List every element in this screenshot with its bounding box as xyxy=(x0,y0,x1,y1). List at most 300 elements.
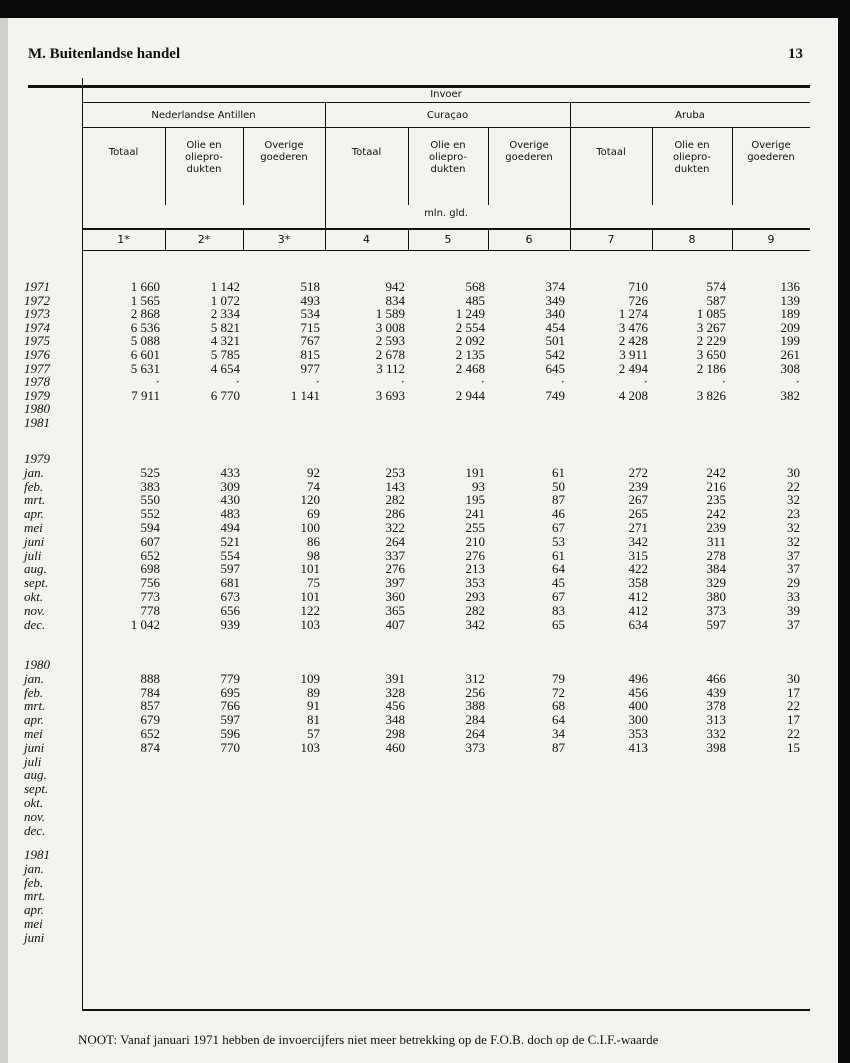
row-label: juli xyxy=(24,753,42,769)
table-cell: 329 xyxy=(706,575,726,591)
table-cell: 383 xyxy=(140,478,160,494)
colnum-rule-top xyxy=(82,228,810,230)
table-cell: 311 xyxy=(706,533,726,549)
row-label: okt. xyxy=(24,795,44,810)
table-cell: 597 xyxy=(706,616,726,632)
table-cell: 652 xyxy=(140,547,160,563)
table-cell: 271 xyxy=(628,520,648,535)
table-cell: 773 xyxy=(140,589,160,604)
column-number: 1* xyxy=(117,233,130,246)
table-cell: 977 xyxy=(300,360,320,376)
table-cell: 5 631 xyxy=(130,360,160,376)
page-number: 13 xyxy=(788,46,803,62)
row-label: 1971 xyxy=(24,279,50,294)
table-cell: 3 693 xyxy=(375,387,405,403)
row-label: mrt. xyxy=(24,698,46,714)
table-cell: 264 xyxy=(385,533,405,549)
table-cell: 29 xyxy=(787,575,800,591)
column-number: 4 xyxy=(363,233,370,246)
section-year-heading: 1981 xyxy=(24,847,50,862)
table-cell: 681 xyxy=(220,575,240,591)
table-cell: 784 xyxy=(140,684,160,700)
row-label: aug. xyxy=(24,561,47,577)
table-cell: 496 xyxy=(628,670,648,686)
table-cell: 22 xyxy=(787,698,800,714)
table-cell: 634 xyxy=(628,616,648,632)
table-cell: 64 xyxy=(552,561,565,577)
table-cell: 276 xyxy=(385,561,405,577)
table-bottom-rule xyxy=(82,1009,810,1011)
row-label: juni xyxy=(24,929,45,945)
row-label: juni xyxy=(24,533,45,549)
table-cell: 293 xyxy=(465,589,485,604)
table-cell: 103 xyxy=(300,739,320,755)
table-cell: 45 xyxy=(552,575,565,591)
row-label: juni xyxy=(24,739,45,755)
column-header: Olie en oliepro- dukten xyxy=(185,140,223,175)
table-cell: 778 xyxy=(140,602,160,618)
table-cell: 61 xyxy=(552,547,565,563)
table-cell: 216 xyxy=(706,478,726,494)
table-cell: 493 xyxy=(300,292,320,308)
row-label: jan. xyxy=(24,860,44,876)
table-cell: 53 xyxy=(552,533,565,549)
table-cell: 89 xyxy=(307,684,320,700)
row-label: 1975 xyxy=(24,333,50,349)
table-cell: 2 428 xyxy=(618,333,648,349)
table-cell: 101 xyxy=(300,561,320,577)
table-cell: 779 xyxy=(220,670,240,686)
table-cell: 422 xyxy=(628,561,648,577)
row-label: sept. xyxy=(24,575,49,591)
table-cell: 454 xyxy=(545,319,565,335)
table-cell: 332 xyxy=(706,726,726,741)
table-cell: 83 xyxy=(552,602,565,618)
row-label: nov. xyxy=(24,808,46,824)
table-cell: · xyxy=(721,374,726,390)
table-cell: · xyxy=(235,374,240,390)
table-cell: 554 xyxy=(220,547,240,563)
table-cell: 4 321 xyxy=(210,333,240,349)
table-cell: 6 770 xyxy=(210,387,240,403)
column-divider xyxy=(732,127,733,205)
table-cell: 195 xyxy=(465,492,485,508)
table-cell: 857 xyxy=(140,698,160,714)
table-cell: 37 xyxy=(787,547,800,563)
row-label: sept. xyxy=(24,781,49,797)
table-cell: 2 334 xyxy=(210,306,240,322)
table-cell: 550 xyxy=(140,492,160,508)
table-top-rule xyxy=(28,85,810,88)
row-label: nov. xyxy=(24,602,46,618)
table-cell: 61 xyxy=(552,464,565,480)
table-cell: 139 xyxy=(780,292,800,308)
table-cell: 15 xyxy=(787,739,800,755)
table-cell: 2 468 xyxy=(455,360,485,376)
table-cell: 2 186 xyxy=(696,360,726,376)
column-number: 7 xyxy=(607,233,615,246)
column-header: Overige goederen xyxy=(260,140,308,163)
section-year-heading: 1980 xyxy=(24,657,50,672)
row-label: dec. xyxy=(24,822,46,838)
table-cell: 939 xyxy=(220,616,240,632)
table-cell: 698 xyxy=(140,561,160,577)
table-cell: 360 xyxy=(385,589,405,604)
table-cell: 239 xyxy=(628,478,648,494)
table-cell: 652 xyxy=(140,726,160,741)
row-label: 1977 xyxy=(24,360,50,376)
row-label: apr. xyxy=(24,902,44,918)
table-cell: 109 xyxy=(300,670,320,686)
table-cell: 412 xyxy=(628,589,648,604)
table-cell: 397 xyxy=(385,575,405,591)
table-cell: 525 xyxy=(140,464,160,480)
table-cell: 1 085 xyxy=(696,306,726,322)
table-cell: 264 xyxy=(465,726,485,741)
table-cell: 6 536 xyxy=(130,319,160,335)
column-number: 3* xyxy=(277,233,291,246)
table-cell: 235 xyxy=(706,492,726,508)
table-cell: 1 249 xyxy=(455,306,485,322)
table-cell: 46 xyxy=(552,506,565,522)
table-cell: · xyxy=(480,374,485,390)
group-header-aruba: Aruba xyxy=(675,110,705,121)
table-cell: 494 xyxy=(220,520,240,535)
table-cell: 485 xyxy=(465,292,485,308)
table-cell: 72 xyxy=(552,684,565,700)
table-cell: 398 xyxy=(706,739,726,755)
table-cell: 298 xyxy=(385,726,405,741)
table-cell: 412 xyxy=(628,602,648,618)
table-cell: 5 785 xyxy=(210,347,240,362)
table-cell: 552 xyxy=(140,506,160,522)
table-cell: 710 xyxy=(628,279,648,294)
table-cell: 695 xyxy=(220,684,240,700)
table-cell: 1 589 xyxy=(375,306,405,322)
table-cell: 430 xyxy=(220,492,240,508)
table-cell: 81 xyxy=(307,712,320,728)
table-cell: 37 xyxy=(787,616,800,632)
table-cell: 22 xyxy=(787,478,800,494)
table-cell: 242 xyxy=(706,464,726,480)
column-header: Totaal xyxy=(596,147,626,158)
table-cell: 189 xyxy=(780,306,800,322)
table-cell: 337 xyxy=(385,547,405,563)
table-cell: 315 xyxy=(628,547,648,563)
column-header: Overige goederen xyxy=(505,140,553,163)
table-cell: 2 678 xyxy=(375,347,405,362)
table-cell: · xyxy=(795,374,800,390)
table-cell: 3 008 xyxy=(375,319,405,335)
subheader-rule xyxy=(82,127,810,128)
row-label: 1981 xyxy=(24,415,50,430)
footnote: NOOT: Vanaf januari 1971 hebben de invoercijfers niet meer betrekking op de F.O.B. doch op de C.I.F.-waarde xyxy=(78,1032,659,1047)
table-cell: 23 xyxy=(787,506,800,522)
table-cell: 272 xyxy=(628,464,648,480)
table-cell: 597 xyxy=(220,561,240,577)
table-cell: 191 xyxy=(465,464,485,480)
scan-border-right xyxy=(838,0,850,1063)
table-cell: 1 072 xyxy=(210,292,240,308)
row-label: mei xyxy=(24,520,43,535)
table-cell: 328 xyxy=(385,684,405,700)
table-cell: 136 xyxy=(780,279,800,294)
table-cell: 2 554 xyxy=(455,319,485,335)
table-cell: 942 xyxy=(385,279,405,294)
table-cell: 5 088 xyxy=(130,333,160,349)
table-cell: 3 826 xyxy=(696,387,726,403)
table-cell: 253 xyxy=(385,464,405,480)
scan-border-top xyxy=(0,0,850,18)
table-cell: 400 xyxy=(628,698,648,714)
table-cell: · xyxy=(400,374,405,390)
table-cell: 74 xyxy=(307,478,320,494)
table-cell: 33 xyxy=(787,589,800,604)
row-label: jan. xyxy=(24,670,44,686)
table-cell: 37 xyxy=(787,561,800,577)
table-cell: 2 135 xyxy=(455,347,485,362)
table-cell: 300 xyxy=(628,712,648,728)
table-cell: 373 xyxy=(465,739,485,755)
table-cell: 87 xyxy=(552,492,565,508)
row-label: 1978 xyxy=(24,374,50,390)
table-cell: 278 xyxy=(706,547,726,563)
table-cell: 308 xyxy=(780,360,800,376)
table-cell: 39 xyxy=(787,602,800,618)
table-cell: · xyxy=(155,374,160,390)
row-label: mrt. xyxy=(24,492,46,508)
column-divider xyxy=(570,102,571,251)
column-divider xyxy=(488,127,489,205)
table-cell: 67 xyxy=(552,520,565,535)
table-cell: 241 xyxy=(465,506,485,522)
table-cell: 32 xyxy=(787,533,800,549)
table-cell: 50 xyxy=(552,478,565,494)
table-cell: 594 xyxy=(140,520,160,535)
row-label: feb. xyxy=(24,684,44,700)
table-cell: 518 xyxy=(300,279,320,294)
table-cell: 65 xyxy=(552,616,565,632)
table-cell: 391 xyxy=(385,670,405,686)
group-header-curacao: Curaçao xyxy=(426,110,469,121)
group-rule xyxy=(82,102,810,103)
table-cell: 483 xyxy=(220,506,240,522)
table-cell: 587 xyxy=(706,292,726,308)
column-number: 9 xyxy=(767,233,775,246)
table-cell: 101 xyxy=(300,589,320,604)
table-cell: 32 xyxy=(787,520,800,535)
section-year-heading: 1979 xyxy=(24,451,50,466)
table-cell: 68 xyxy=(552,698,565,714)
table-cell: 340 xyxy=(545,306,565,322)
table-cell: 284 xyxy=(465,712,485,728)
table-cell: 407 xyxy=(385,616,405,632)
row-label: aug. xyxy=(24,767,47,783)
table-cell: 79 xyxy=(552,670,565,686)
table-cell: · xyxy=(560,374,565,390)
table-cell: 384 xyxy=(706,561,726,577)
table-cell: 92 xyxy=(307,464,320,480)
table-cell: 256 xyxy=(465,684,485,700)
table-cell: 309 xyxy=(220,478,240,494)
top-group-header: Invoer xyxy=(430,89,462,100)
table-cell: 2 944 xyxy=(455,387,485,403)
table-cell: 6 601 xyxy=(130,347,160,362)
table-cell: 378 xyxy=(706,698,726,714)
table-cell: 3 911 xyxy=(619,347,648,362)
table-cell: 679 xyxy=(140,712,160,728)
table-cell: 353 xyxy=(628,726,648,741)
column-header: Totaal xyxy=(108,147,139,158)
column-number: 6 xyxy=(525,233,533,246)
table-cell: 2 494 xyxy=(618,360,648,376)
table-cell: 348 xyxy=(385,712,405,728)
table-cell: 815 xyxy=(300,347,320,362)
table-cell: 439 xyxy=(706,684,726,700)
row-label: mei xyxy=(24,726,43,741)
table-cell: 373 xyxy=(706,602,726,618)
table-cell: 1 274 xyxy=(618,306,648,322)
table-cell: 3 476 xyxy=(618,319,648,335)
table-cell: · xyxy=(643,374,648,390)
table-cell: 3 650 xyxy=(696,347,726,362)
table-cell: 64 xyxy=(552,712,565,728)
table-cell: 93 xyxy=(472,478,485,494)
row-label: 1980 xyxy=(24,401,50,417)
table-cell: 1 565 xyxy=(130,292,160,308)
table-cell: 2 868 xyxy=(130,306,160,322)
table-cell: 358 xyxy=(628,575,648,591)
scan-binding-edge xyxy=(0,18,8,1063)
table-cell: 413 xyxy=(628,739,648,755)
table-cell: 460 xyxy=(385,739,405,755)
group-header-nederlandse-antillen: Nederlandse Antillen xyxy=(151,110,256,121)
table-cell: 433 xyxy=(220,464,240,480)
table-cell: 726 xyxy=(628,292,648,308)
column-number: 2* xyxy=(197,233,211,246)
table-cell: 22 xyxy=(787,726,800,741)
table-cell: 1 142 xyxy=(210,279,240,294)
table-cell: 17 xyxy=(787,684,800,700)
row-label: mrt. xyxy=(24,888,46,904)
column-header: Olie en oliepro- dukten xyxy=(673,140,711,175)
table-cell: 1 141 xyxy=(290,387,320,403)
table-cell: 766 xyxy=(220,698,240,714)
colnum-rule-bottom xyxy=(82,250,810,251)
table-cell: 265 xyxy=(628,506,648,522)
row-label: dec. xyxy=(24,616,46,632)
table-cell: 365 xyxy=(385,602,405,618)
table-cell: 521 xyxy=(220,533,240,549)
column-number: 5 xyxy=(444,233,452,246)
table-cell: 715 xyxy=(300,319,320,335)
row-label: feb. xyxy=(24,478,44,494)
row-label: jan. xyxy=(24,464,44,480)
table-cell: 342 xyxy=(628,533,648,549)
table-cell: 342 xyxy=(465,616,485,632)
table-cell: 32 xyxy=(787,492,800,508)
table-cell: 122 xyxy=(300,602,320,618)
table-cell: 4 654 xyxy=(210,360,240,376)
table-cell: 57 xyxy=(307,726,320,741)
column-number: 8 xyxy=(688,233,696,246)
column-header: Overige goederen xyxy=(747,140,795,163)
table-cell: 282 xyxy=(385,492,405,508)
table-cell: 1 660 xyxy=(130,279,160,294)
table-cell: 103 xyxy=(300,616,320,632)
table-cell: 261 xyxy=(780,347,800,362)
row-label: 1979 xyxy=(24,387,50,403)
table-cell: 91 xyxy=(307,698,320,714)
table-cell: 3 267 xyxy=(696,319,726,335)
table-cell: 255 xyxy=(465,520,485,535)
table-cell: 4 208 xyxy=(618,387,648,403)
row-label: okt. xyxy=(24,589,44,604)
table-cell: 596 xyxy=(220,726,240,741)
row-label: 1972 xyxy=(24,292,50,308)
row-label: apr. xyxy=(24,712,44,728)
row-label: 1976 xyxy=(24,347,50,362)
table-cell: 353 xyxy=(465,575,485,591)
section-title: M. Buitenlandse handel xyxy=(28,46,181,62)
table-cell: 3 112 xyxy=(376,360,405,376)
table-cell: 30 xyxy=(787,464,800,480)
column-divider xyxy=(243,127,244,205)
table-cell: 7 911 xyxy=(131,387,160,403)
table-cell: 2 229 xyxy=(696,333,726,349)
table-cell: 100 xyxy=(300,520,320,535)
table-cell: 673 xyxy=(220,589,240,604)
table-cell: 349 xyxy=(545,292,565,308)
table-cell: 574 xyxy=(706,279,726,294)
table-cell: 501 xyxy=(545,333,565,349)
table-cell: 749 xyxy=(545,387,565,403)
table-cell: 239 xyxy=(706,520,726,535)
table-cell: 534 xyxy=(300,306,320,322)
table-cell: 2 092 xyxy=(455,333,485,349)
table-cell: 312 xyxy=(465,670,485,686)
table-cell: 456 xyxy=(628,684,648,700)
table-cell: 313 xyxy=(706,712,726,728)
table-cell: 213 xyxy=(465,561,485,577)
row-label: 1973 xyxy=(24,306,50,322)
row-label: apr. xyxy=(24,506,44,522)
table-cell: 888 xyxy=(140,670,160,686)
table-cell: 607 xyxy=(140,533,160,549)
table-cell: 568 xyxy=(465,279,485,294)
table-cell: 388 xyxy=(465,698,485,714)
table-cell: 67 xyxy=(552,589,565,604)
table-cell: 874 xyxy=(140,739,160,755)
table-cell: 5 821 xyxy=(210,319,240,335)
table-cell: 282 xyxy=(465,602,485,618)
table-cell: 645 xyxy=(545,360,565,376)
unit-label: mln. gld. xyxy=(424,208,468,219)
table-cell: 286 xyxy=(385,506,405,522)
table-cell: 34 xyxy=(552,726,565,741)
table-cell: 1 042 xyxy=(130,616,160,632)
table-cell: 199 xyxy=(780,333,800,349)
table-cell: 17 xyxy=(787,712,800,728)
table-cell: 382 xyxy=(780,387,800,403)
table-cell: 656 xyxy=(220,602,240,618)
table-cell: 834 xyxy=(385,292,405,308)
table-cell: 2 593 xyxy=(375,333,405,349)
table-cell: 30 xyxy=(787,670,800,686)
column-divider xyxy=(325,102,326,251)
table-cell: 756 xyxy=(140,575,160,591)
table-cell: 143 xyxy=(385,478,405,494)
